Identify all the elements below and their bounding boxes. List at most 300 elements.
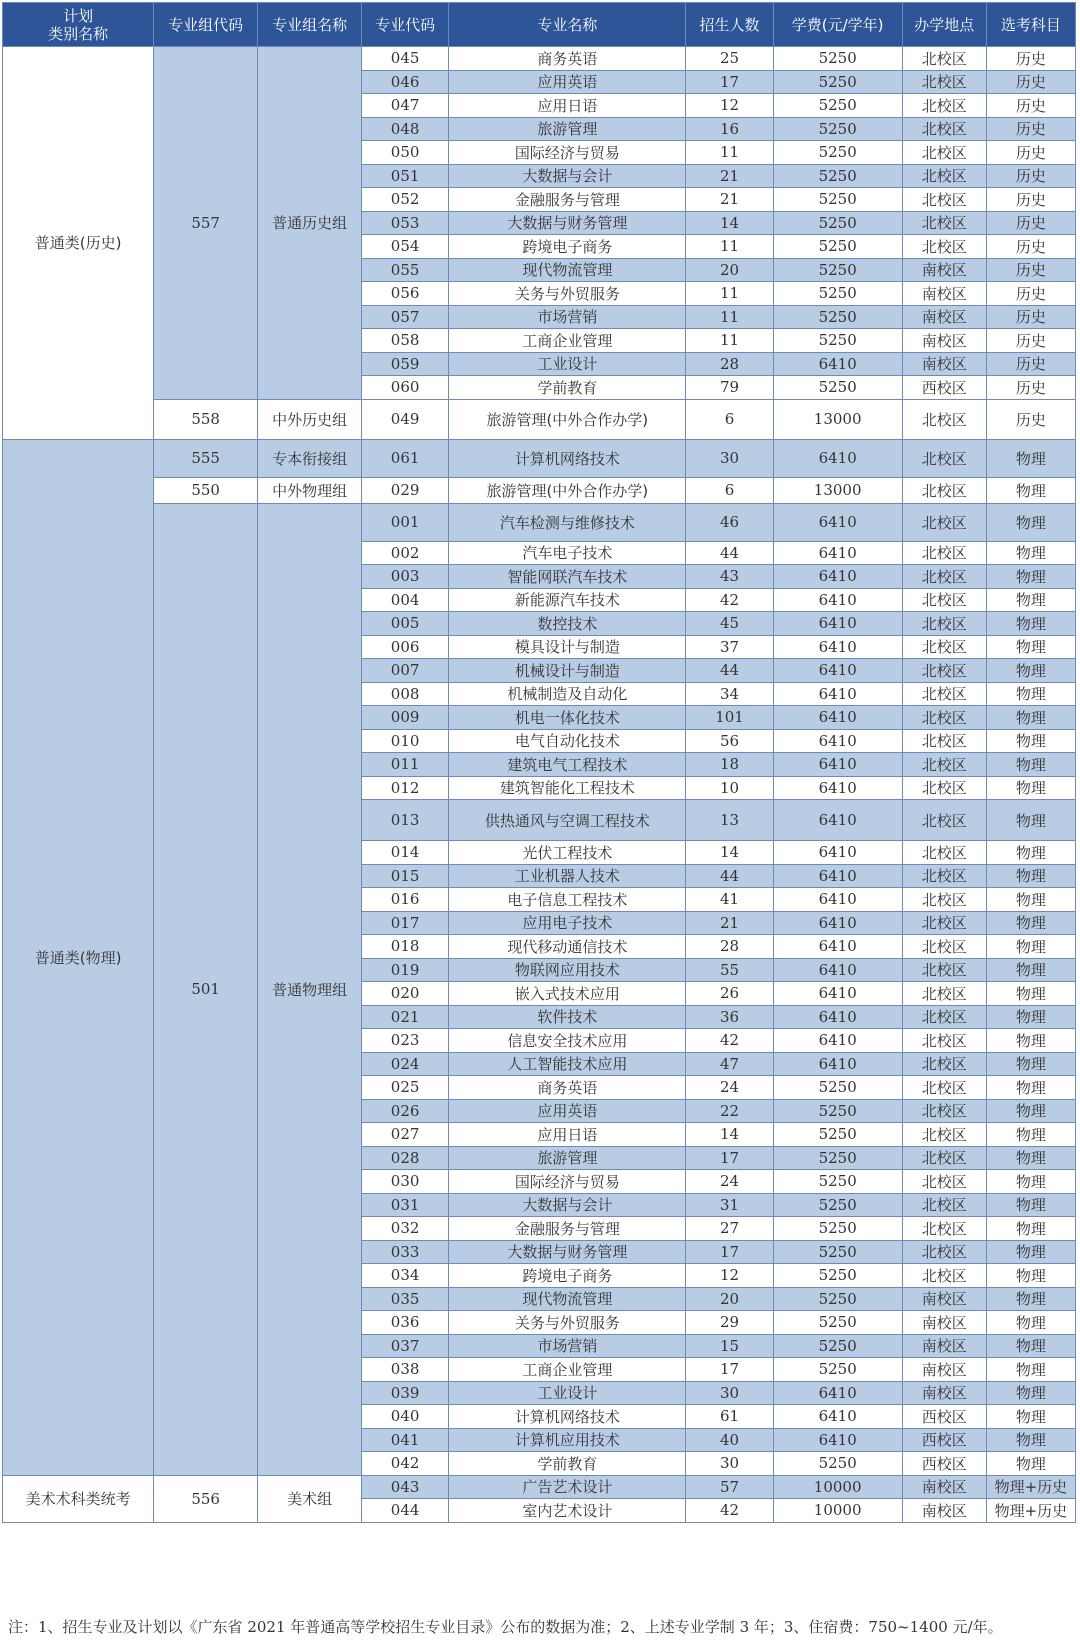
- major-code: 009: [362, 706, 449, 730]
- tuition: 6410: [773, 503, 902, 541]
- major-code: 025: [362, 1076, 449, 1100]
- major-name: 旅游管理: [449, 117, 686, 141]
- subject: 物理: [986, 1452, 1075, 1476]
- category-name: 美术术科类统考: [3, 1475, 154, 1522]
- enrollment: 36: [686, 1005, 773, 1029]
- subject: 物理: [986, 888, 1075, 912]
- subject: 物理: [986, 1240, 1075, 1264]
- subject: 历史: [986, 305, 1075, 329]
- major-name: 国际经济与贸易: [449, 1170, 686, 1194]
- enrollment: 44: [686, 864, 773, 888]
- subject: 物理: [986, 1146, 1075, 1170]
- subject: 物理: [986, 958, 1075, 982]
- campus: 北校区: [902, 659, 986, 683]
- tuition: 6410: [773, 682, 902, 706]
- enrollment: 57: [686, 1475, 773, 1499]
- campus: 北校区: [902, 753, 986, 777]
- major-code: 020: [362, 982, 449, 1006]
- major-code: 010: [362, 729, 449, 753]
- subject: 历史: [986, 141, 1075, 165]
- major-code: 011: [362, 753, 449, 777]
- major-name: 旅游管理(中外合作办学): [449, 399, 686, 439]
- campus: 北校区: [902, 399, 986, 439]
- major-name: 物联网应用技术: [449, 958, 686, 982]
- enrollment: 21: [686, 164, 773, 188]
- enrollment: 20: [686, 1287, 773, 1311]
- campus: 北校区: [902, 1052, 986, 1076]
- tuition: 10000: [773, 1475, 902, 1499]
- enrollment: 29: [686, 1311, 773, 1335]
- major-code: 060: [362, 376, 449, 400]
- major-name: 广告艺术设计: [449, 1475, 686, 1499]
- table-row: [3, 1475, 1076, 1499]
- campus: 北校区: [902, 70, 986, 94]
- tuition: 6410: [773, 352, 902, 376]
- enrollment: 42: [686, 1029, 773, 1053]
- campus: 北校区: [902, 1076, 986, 1100]
- subject: 历史: [986, 235, 1075, 259]
- tuition: 6410: [773, 635, 902, 659]
- subject: 历史: [986, 117, 1075, 141]
- group-code: 558: [154, 399, 258, 439]
- major-code: 032: [362, 1217, 449, 1241]
- tuition: 5250: [773, 164, 902, 188]
- major-name: 旅游管理: [449, 1146, 686, 1170]
- major-name: 大数据与财务管理: [449, 211, 686, 235]
- subject: 物理: [986, 612, 1075, 636]
- campus: 南校区: [902, 1381, 986, 1405]
- campus: 北校区: [902, 911, 986, 935]
- tuition: 5250: [773, 282, 902, 306]
- tuition: 5250: [773, 1076, 902, 1100]
- tuition: 6410: [773, 565, 902, 589]
- campus: 北校区: [902, 588, 986, 612]
- subject: 物理: [986, 1005, 1075, 1029]
- campus: 北校区: [902, 682, 986, 706]
- tuition: 13000: [773, 399, 902, 439]
- header-tuition: 学费(元/学年): [773, 3, 902, 47]
- enrollment: 44: [686, 659, 773, 683]
- category-name: 普通类(历史): [3, 47, 154, 440]
- campus: 北校区: [902, 141, 986, 165]
- header-category: [3, 3, 154, 47]
- major-code: 003: [362, 565, 449, 589]
- campus: 南校区: [902, 1287, 986, 1311]
- tuition: 5250: [773, 1123, 902, 1147]
- enrollment: 24: [686, 1076, 773, 1100]
- subject: 历史: [986, 94, 1075, 118]
- major-name: 建筑智能化工程技术: [449, 776, 686, 800]
- major-code: 030: [362, 1170, 449, 1194]
- group-name: 专本衔接组: [258, 439, 362, 477]
- campus: 北校区: [902, 635, 986, 659]
- subject: 物理: [986, 1193, 1075, 1217]
- enrollment: 61: [686, 1405, 773, 1429]
- major-name: 计算机应用技术: [449, 1428, 686, 1452]
- enrollment: 11: [686, 329, 773, 353]
- campus: 北校区: [902, 1217, 986, 1241]
- campus: 西校区: [902, 1452, 986, 1476]
- subject: 历史: [986, 282, 1075, 306]
- tuition: 5250: [773, 1334, 902, 1358]
- enrollment: 31: [686, 1193, 773, 1217]
- major-code: 038: [362, 1358, 449, 1382]
- major-name: 智能网联汽车技术: [449, 565, 686, 589]
- campus: 北校区: [902, 776, 986, 800]
- campus: 北校区: [902, 1146, 986, 1170]
- tuition: 5250: [773, 188, 902, 212]
- enrollment: 17: [686, 70, 773, 94]
- tuition: 5250: [773, 1240, 902, 1264]
- major-name: 计算机网络技术: [449, 439, 686, 477]
- major-name: 大数据与会计: [449, 1193, 686, 1217]
- enrollment: 20: [686, 258, 773, 282]
- major-name: 商务英语: [449, 47, 686, 71]
- campus: 北校区: [902, 1123, 986, 1147]
- major-name: 现代物流管理: [449, 1287, 686, 1311]
- table-row: [3, 477, 1076, 503]
- major-name: 建筑电气工程技术: [449, 753, 686, 777]
- enrollment: 41: [686, 888, 773, 912]
- subject: 物理: [986, 1052, 1075, 1076]
- major-code: 047: [362, 94, 449, 118]
- major-code: 057: [362, 305, 449, 329]
- tuition: 6410: [773, 706, 902, 730]
- tuition: 6410: [773, 1381, 902, 1405]
- major-name: 供热通风与空调工程技术: [449, 800, 686, 841]
- campus: 西校区: [902, 1428, 986, 1452]
- major-name: 电气自动化技术: [449, 729, 686, 753]
- subject: 物理: [986, 935, 1075, 959]
- tuition: 5250: [773, 305, 902, 329]
- enrollment: 25: [686, 47, 773, 71]
- major-name: 金融服务与管理: [449, 1217, 686, 1241]
- enrollment: 6: [686, 399, 773, 439]
- enrollment: 17: [686, 1146, 773, 1170]
- enrollment: 34: [686, 682, 773, 706]
- major-code: 048: [362, 117, 449, 141]
- major-code: 008: [362, 682, 449, 706]
- major-code: 041: [362, 1428, 449, 1452]
- major-name: 软件技术: [449, 1005, 686, 1029]
- campus: 北校区: [902, 188, 986, 212]
- major-name: 金融服务与管理: [449, 188, 686, 212]
- major-name: 大数据与会计: [449, 164, 686, 188]
- tuition: 5250: [773, 376, 902, 400]
- enrollment: 43: [686, 565, 773, 589]
- enrollment: 56: [686, 729, 773, 753]
- major-name: 计算机网络技术: [449, 1405, 686, 1429]
- subject: 物理: [986, 1381, 1075, 1405]
- major-name: 信息安全技术应用: [449, 1029, 686, 1053]
- major-name: 新能源汽车技术: [449, 588, 686, 612]
- tuition: 6410: [773, 753, 902, 777]
- major-name: 商务英语: [449, 1076, 686, 1100]
- major-code: 018: [362, 935, 449, 959]
- major-code: 056: [362, 282, 449, 306]
- subject: 物理: [986, 1428, 1075, 1452]
- enrollment: 21: [686, 188, 773, 212]
- major-code: 013: [362, 800, 449, 841]
- tuition: 5250: [773, 235, 902, 259]
- campus: 北校区: [902, 1029, 986, 1053]
- tuition: 6410: [773, 935, 902, 959]
- campus: 北校区: [902, 729, 986, 753]
- enrollment: 16: [686, 117, 773, 141]
- header-major-name: 专业名称: [449, 3, 686, 47]
- subject: 物理: [986, 911, 1075, 935]
- subject: 物理: [986, 503, 1075, 541]
- enrollment: 40: [686, 1428, 773, 1452]
- enrollment: 28: [686, 352, 773, 376]
- enrollment: 27: [686, 1217, 773, 1241]
- group-name: 美术组: [258, 1475, 362, 1522]
- tuition: 5250: [773, 70, 902, 94]
- tuition: 6410: [773, 729, 902, 753]
- campus: 北校区: [902, 439, 986, 477]
- campus: 北校区: [902, 864, 986, 888]
- subject: 物理: [986, 1217, 1075, 1241]
- table-row: [3, 47, 1076, 71]
- tuition: 6410: [773, 841, 902, 865]
- campus: 北校区: [902, 1264, 986, 1288]
- enrollment-plan-table: [2, 2, 1076, 1523]
- subject: 历史: [986, 329, 1075, 353]
- major-name: 工业机器人技术: [449, 864, 686, 888]
- major-code: 053: [362, 211, 449, 235]
- major-code: 029: [362, 477, 449, 503]
- campus: 北校区: [902, 1170, 986, 1194]
- campus: 南校区: [902, 1475, 986, 1499]
- group-code: 550: [154, 477, 258, 503]
- major-code: 015: [362, 864, 449, 888]
- subject: 物理: [986, 1170, 1075, 1194]
- campus: 北校区: [902, 503, 986, 541]
- subject: 历史: [986, 211, 1075, 235]
- major-name: 电子信息工程技术: [449, 888, 686, 912]
- major-code: 044: [362, 1499, 449, 1523]
- tuition: 6410: [773, 888, 902, 912]
- enrollment: 79: [686, 376, 773, 400]
- subject: 物理: [986, 776, 1075, 800]
- subject: 物理: [986, 682, 1075, 706]
- major-code: 040: [362, 1405, 449, 1429]
- subject: 物理: [986, 800, 1075, 841]
- campus: 北校区: [902, 612, 986, 636]
- subject: 历史: [986, 376, 1075, 400]
- campus: 北校区: [902, 1193, 986, 1217]
- campus: 北校区: [902, 841, 986, 865]
- subject: 物理: [986, 864, 1075, 888]
- tuition: 5250: [773, 1146, 902, 1170]
- subject: 历史: [986, 164, 1075, 188]
- enrollment: 11: [686, 141, 773, 165]
- header-group-name: 专业组名称: [258, 3, 362, 47]
- major-code: 012: [362, 776, 449, 800]
- campus: 南校区: [902, 1334, 986, 1358]
- group-name: 中外物理组: [258, 477, 362, 503]
- tuition: 5250: [773, 1170, 902, 1194]
- subject: 物理: [986, 1264, 1075, 1288]
- enrollment: 11: [686, 305, 773, 329]
- enrollment: 55: [686, 958, 773, 982]
- campus: 北校区: [902, 982, 986, 1006]
- major-code: 028: [362, 1146, 449, 1170]
- major-name: 汽车检测与维修技术: [449, 503, 686, 541]
- subject: 历史: [986, 188, 1075, 212]
- major-name: 现代移动通信技术: [449, 935, 686, 959]
- major-code: 045: [362, 47, 449, 71]
- major-name: 跨境电子商务: [449, 235, 686, 259]
- subject: 物理: [986, 706, 1075, 730]
- major-code: 023: [362, 1029, 449, 1053]
- major-name: 学前教育: [449, 1452, 686, 1476]
- tuition: 6410: [773, 659, 902, 683]
- major-name: 国际经济与贸易: [449, 141, 686, 165]
- group-code: 557: [154, 47, 258, 400]
- tuition: 5250: [773, 1358, 902, 1382]
- major-name: 关务与外贸服务: [449, 1311, 686, 1335]
- group-code: 556: [154, 1475, 258, 1522]
- major-code: 035: [362, 1287, 449, 1311]
- major-code: 059: [362, 352, 449, 376]
- enrollment: 11: [686, 282, 773, 306]
- subject: 历史: [986, 352, 1075, 376]
- enrollment: 10: [686, 776, 773, 800]
- subject: 物理: [986, 1123, 1075, 1147]
- campus: 南校区: [902, 1499, 986, 1523]
- subject: 物理: [986, 541, 1075, 565]
- campus: 北校区: [902, 94, 986, 118]
- campus: 西校区: [902, 376, 986, 400]
- header-major-code: 专业代码: [362, 3, 449, 47]
- footnote: 注：1、招生专业及计划以《广东省 2021 年普通高等学校招生专业目录》公布的数据为准；2、上述专业学制 3 年；3、住宿费：750~1400 元/年。: [8, 1618, 1003, 1636]
- major-code: 021: [362, 1005, 449, 1029]
- major-name: 人工智能技术应用: [449, 1052, 686, 1076]
- major-code: 027: [362, 1123, 449, 1147]
- subject: 物理: [986, 982, 1075, 1006]
- subject: 物理: [986, 841, 1075, 865]
- tuition: 5250: [773, 1217, 902, 1241]
- enrollment: 42: [686, 588, 773, 612]
- tuition: 6410: [773, 982, 902, 1006]
- enrollment: 28: [686, 935, 773, 959]
- subject: 物理: [986, 729, 1075, 753]
- subject: 物理: [986, 1029, 1075, 1053]
- major-code: 043: [362, 1475, 449, 1499]
- category-name: 普通类(物理): [3, 439, 154, 1475]
- major-code: 051: [362, 164, 449, 188]
- major-name: 机电一体化技术: [449, 706, 686, 730]
- tuition: 6410: [773, 864, 902, 888]
- tuition: 6410: [773, 1052, 902, 1076]
- table-row: [3, 399, 1076, 439]
- header-enrollment: 招生人数: [686, 3, 773, 47]
- major-code: 037: [362, 1334, 449, 1358]
- tuition: 5250: [773, 1099, 902, 1123]
- major-name: 市场营销: [449, 305, 686, 329]
- campus: 南校区: [902, 258, 986, 282]
- group-name: 中外历史组: [258, 399, 362, 439]
- major-code: 016: [362, 888, 449, 912]
- campus: 南校区: [902, 305, 986, 329]
- major-name: 应用日语: [449, 1123, 686, 1147]
- campus: 北校区: [902, 211, 986, 235]
- tuition: 5250: [773, 117, 902, 141]
- group-code: 555: [154, 439, 258, 477]
- enrollment: 15: [686, 1334, 773, 1358]
- campus: 南校区: [902, 352, 986, 376]
- tuition: 5250: [773, 1452, 902, 1476]
- enrollment-plan-body: [3, 47, 1076, 1523]
- campus: 北校区: [902, 235, 986, 259]
- enrollment: 18: [686, 753, 773, 777]
- major-code: 036: [362, 1311, 449, 1335]
- major-code: 007: [362, 659, 449, 683]
- subject: 历史: [986, 399, 1075, 439]
- enrollment: 30: [686, 1452, 773, 1476]
- tuition: 5250: [773, 1264, 902, 1288]
- major-name: 嵌入式技术应用: [449, 982, 686, 1006]
- enrollment: 47: [686, 1052, 773, 1076]
- major-code: 014: [362, 841, 449, 865]
- enrollment: 30: [686, 1381, 773, 1405]
- major-name: 学前教育: [449, 376, 686, 400]
- campus: 北校区: [902, 565, 986, 589]
- enrollment: 17: [686, 1240, 773, 1264]
- enrollment: 6: [686, 477, 773, 503]
- enrollment: 46: [686, 503, 773, 541]
- campus: 北校区: [902, 800, 986, 841]
- campus: 南校区: [902, 282, 986, 306]
- major-code: 004: [362, 588, 449, 612]
- tuition: 6410: [773, 1405, 902, 1429]
- enrollment: 13: [686, 800, 773, 841]
- major-code: 046: [362, 70, 449, 94]
- major-name: 跨境电子商务: [449, 1264, 686, 1288]
- subject: 物理: [986, 635, 1075, 659]
- subject: 物理: [986, 588, 1075, 612]
- major-name: 关务与外贸服务: [449, 282, 686, 306]
- subject: 历史: [986, 47, 1075, 71]
- group-name: 普通物理组: [258, 503, 362, 1475]
- subject: 物理: [986, 1076, 1075, 1100]
- subject: 物理: [986, 1099, 1075, 1123]
- tuition: 6410: [773, 588, 902, 612]
- major-name: 应用英语: [449, 70, 686, 94]
- subject: 物理: [986, 439, 1075, 477]
- table-row: [3, 439, 1076, 477]
- subject: 物理: [986, 1405, 1075, 1429]
- header-category-line1: 计划: [63, 6, 94, 25]
- major-code: 042: [362, 1452, 449, 1476]
- major-code: 055: [362, 258, 449, 282]
- major-code: 061: [362, 439, 449, 477]
- subject: 历史: [986, 70, 1075, 94]
- campus: 北校区: [902, 117, 986, 141]
- major-code: 033: [362, 1240, 449, 1264]
- group-name: 普通历史组: [258, 47, 362, 400]
- campus: 西校区: [902, 1405, 986, 1429]
- subject: 物理+历史: [986, 1499, 1075, 1523]
- major-code: 005: [362, 612, 449, 636]
- tuition: 13000: [773, 477, 902, 503]
- campus: 北校区: [902, 1005, 986, 1029]
- tuition: 5250: [773, 94, 902, 118]
- major-code: 017: [362, 911, 449, 935]
- subject: 物理: [986, 565, 1075, 589]
- subject: 历史: [986, 258, 1075, 282]
